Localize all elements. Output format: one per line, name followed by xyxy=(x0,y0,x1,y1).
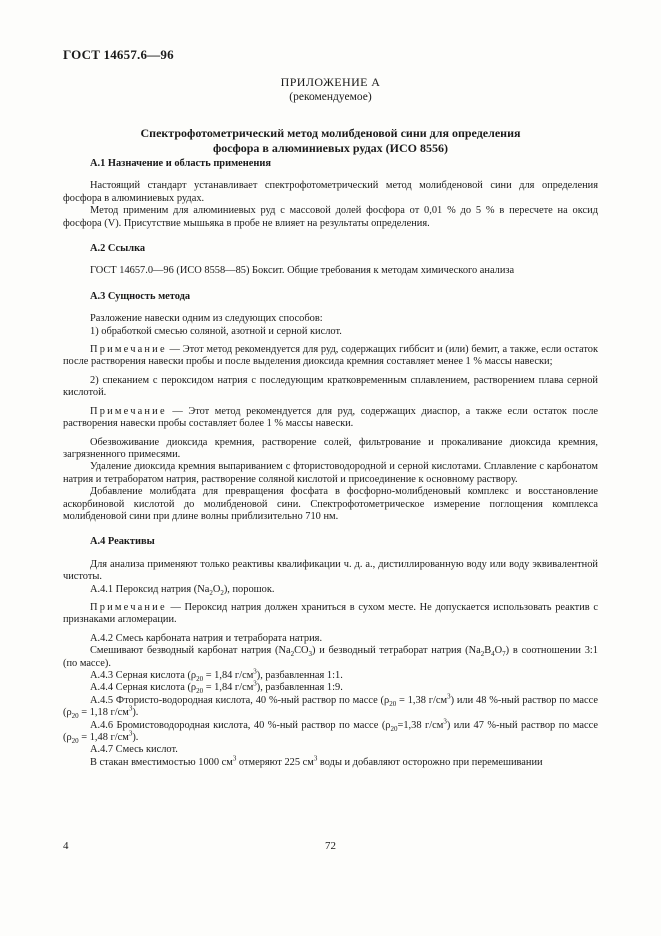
paragraph: Метод применим для алюминиевых руд с массовой долей фосфора от 0,01 % до 5 % в пересчете на оксид фосфора (V). Присутствие мышьяка в пробе не влияет на результаты определения. xyxy=(63,205,598,229)
title-line-2: фосфора в алюминиевых рудах (ИСО 8556) xyxy=(212,140,449,155)
document-title xyxy=(0,126,661,155)
paragraph: А.4.2 Смесь карбоната натрия и тетрабората натрия. xyxy=(90,632,323,644)
note-label: Примечание xyxy=(90,405,167,417)
paragraph: ГОСТ 14657.0—96 (ИСО 8558—85) Боксит. Общие требования к методам химического анализа xyxy=(90,265,515,277)
paragraph: Настоящий стандарт устанавливает спектрофотометрический метод молибденовой сини для определения фосфора в алюминиевых рудах. xyxy=(63,180,598,204)
paragraph: А.4.1 Пероксид натрия $(Na_2O_2)$, порошок. xyxy=(90,583,275,597)
note-paragraph xyxy=(63,406,598,431)
document-body xyxy=(63,158,598,769)
note-paragraph xyxy=(63,602,598,627)
section-heading-a1: А.1 Назначение и область применения xyxy=(90,158,271,169)
section-heading-a3: А.3 Сущность метода xyxy=(90,290,191,302)
paragraph: Обезвоживание диоксида кремния, растворение солей, фильтрование и прокаливание диоксида кремния, загрязненного примесями. xyxy=(63,436,598,460)
annex-subtitle: (рекомендуемое) xyxy=(289,91,372,103)
note-text: — Этот метод рекомендуется для руд, содержащих диаспор, а также если остаток после растворения навески пробы составляет более 1 % массы навески. xyxy=(63,405,598,430)
paragraph: А.4.5 Фтористо-водородная кислота, 40 %-ный раствор по массе ($\rho_{20} = 1,38$ $г/см^3$) или 48 %-ный раствор по массе ($\rho_{20} = 1,18$ $г/см^3$). xyxy=(63,692,598,721)
paragraph: Для анализа применяют только реактивы квалификации ч. д. а., дистиллированную воду или воду эквивалентной чистоты. xyxy=(63,558,598,583)
note-text: — Пероксид натрия должен храниться в сухом месте. Не допускается использовать реактив с признаками агломерации. xyxy=(63,601,598,626)
paragraph: Разложение навески одним из следующих способов: xyxy=(90,313,323,325)
paragraph: В стакан вместимостью 1000 $см^3$ отмеряют 225 $см^3$ воды и добавляют осторожно при перемешивании xyxy=(90,754,543,768)
paragraph: А.4.3 Серная кислота ($\rho_{20} = 1,84$ $г/см^3$), разбавленная 1:1. xyxy=(90,667,343,684)
paragraph: Смешивают безводный карбонат натрия $(Na_2CO_3)$ и безводный тетраборат натрия $(Na_2B_4O_7)$ в соотношении 3:1 (по массе). xyxy=(63,645,598,669)
paragraph: А.4.4 Серная кислота ($\rho_{20} = 1,84$ $г/см^3$), разбавленная 1:9. xyxy=(90,679,343,696)
page-number-center: 72 xyxy=(325,840,336,852)
section-heading-a4: А.4 Реактивы xyxy=(90,536,155,548)
page-number-left: 4 xyxy=(63,840,69,852)
note-label: Примечание xyxy=(90,601,167,613)
paragraph: Добавление молибдата для превращения фосфата в фосфорно-молибденовый комплекс и восстановление аскорбиновой кислотой до молибденовой сини. Спектрофотометрическое измерение поглощения комплекса молибденовой сини при длине волны приблизительно 710 нм. xyxy=(63,486,598,522)
standard-code: ГОСТ 14657.6—96 xyxy=(63,47,174,62)
note-paragraph xyxy=(63,344,598,369)
note-text: — Этот метод рекомендуется для руд, содержащих гиббсит и (или) бемит, а также, если остаток после растворения навески пробы и после выделения диоксида кремния составляет менее 1 % массы навески; xyxy=(63,344,598,368)
paragraph: А.4.6 Бромистоводородная кислота, 40 %-ный раствор по массе ($\rho_{20}=1,38$ $г/см^3$) или 47 %-ный раствор по массе ($\rho_{20} = 1,48$ $г/см^3$). xyxy=(63,717,598,746)
annex-title: ПРИЛОЖЕНИЕ А xyxy=(280,75,381,89)
paragraph: А.4.7 Смесь кислот. xyxy=(90,744,178,756)
note-label: Примечание xyxy=(90,344,167,356)
paragraph: 1) обработкой смесью соляной, азотной и серной кислот. xyxy=(90,325,342,337)
title-line-1: Спектрофотометрический метод молибденовой сини для определения xyxy=(140,126,521,140)
paragraph: Удаление диоксида кремния выпариванием с фтористоводородной и серной кислотами. Сплавление с карбонатом натрия и тетраборатом натрия, растворение соляной кислотой и присоединение к основному раствору. xyxy=(63,461,598,485)
section-heading-a2: А.2 Ссылка xyxy=(90,243,146,255)
paragraph: 2) спеканием с пероксидом натрия с последующим кратковременным сплавлением, растворением плава серной кислотой. xyxy=(63,374,598,399)
